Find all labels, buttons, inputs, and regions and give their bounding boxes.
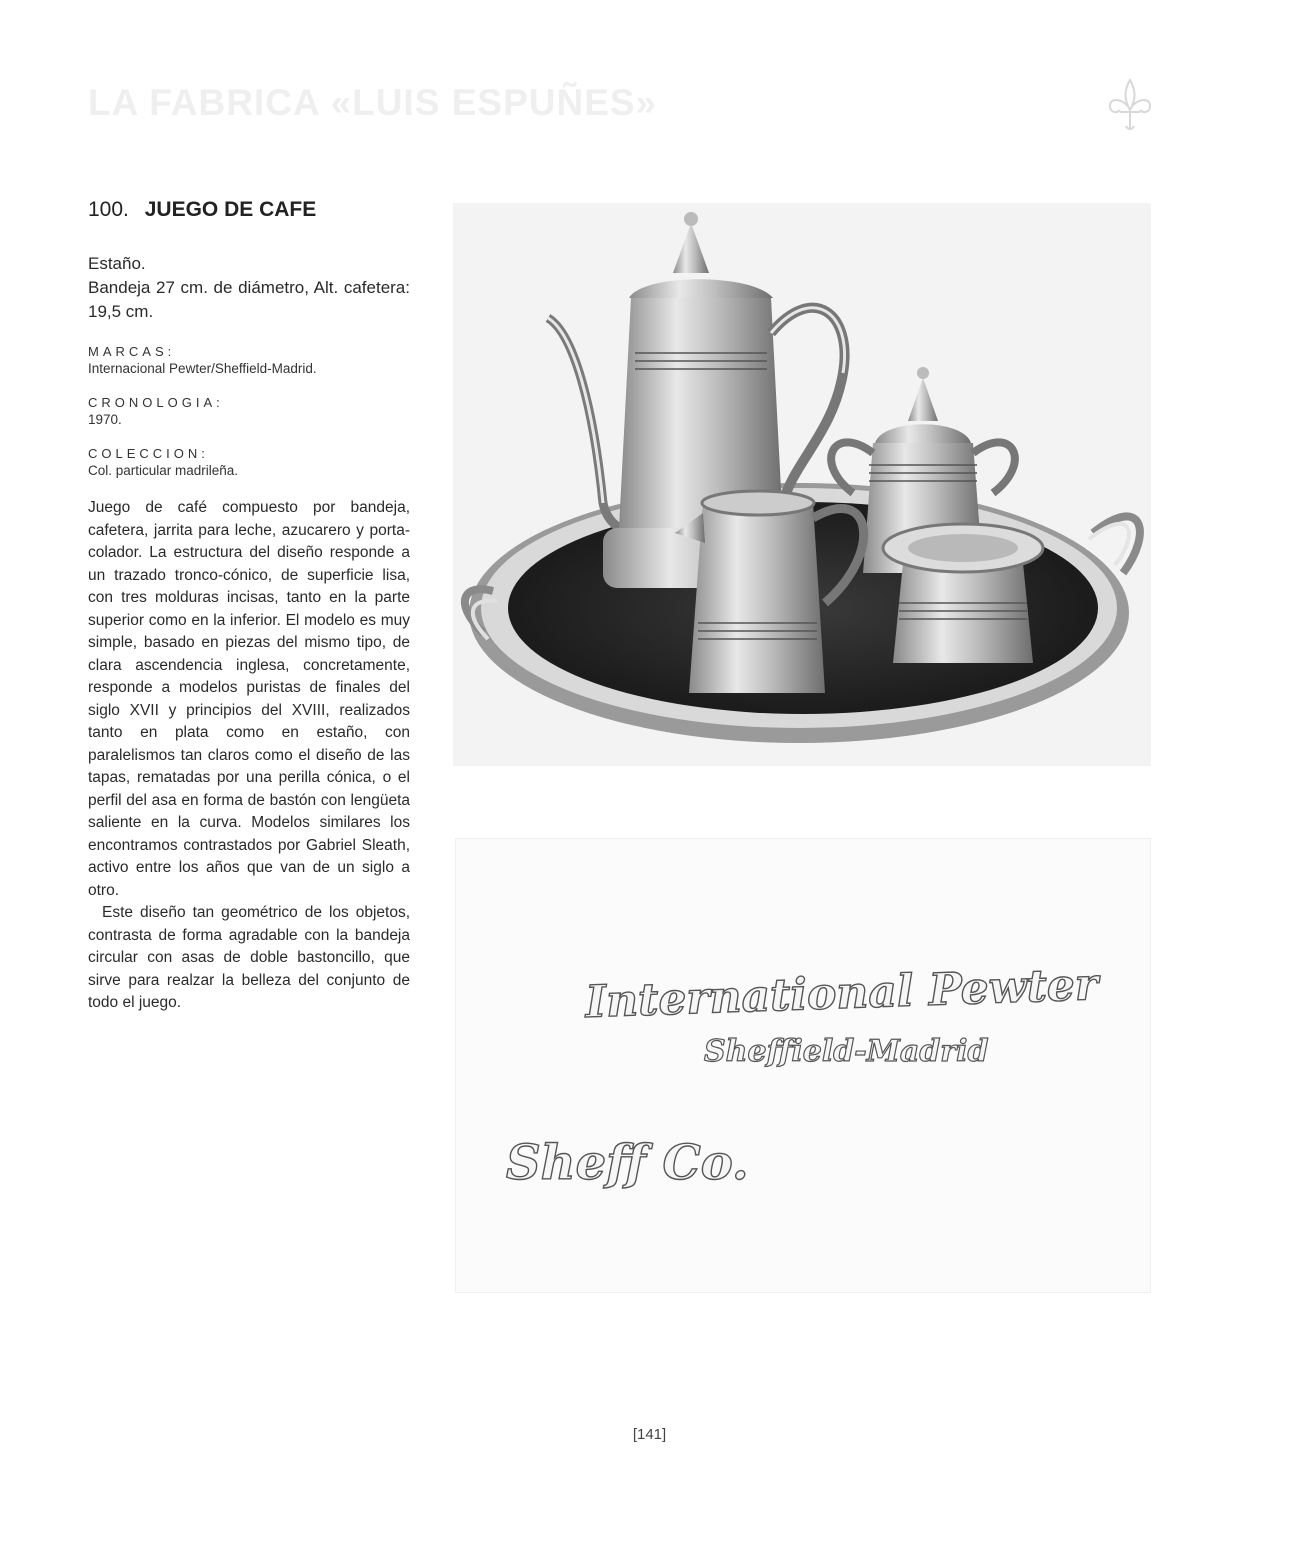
cronologia-section	[88, 395, 410, 428]
catalog-entry	[88, 198, 410, 1015]
dimensions-line: Bandeja 27 cm. de diámetro, Alt. cafetera: 19,5 cm.	[88, 278, 410, 321]
hallmarks-photo	[455, 838, 1151, 1293]
hallmark-text-line1: International Pewter	[584, 959, 1099, 1028]
description-paragraph: Este diseño tan geométrico de los objetos, contrasta de forma agradable con la bandeja circular con asas de doble bastoncillo, que sirve para realzar la belleza del conjunto de todo el juego.	[88, 904, 410, 1011]
coffee-set-photo	[453, 203, 1151, 766]
hallmarks-illustration	[456, 839, 1152, 1294]
hallmark-monogram: Sheff Co.	[506, 1135, 749, 1191]
running-header: LA FABRICA «LUIS ESPUÑES»	[88, 82, 658, 123]
coleccion-value: Col. particular madrileña.	[88, 463, 239, 478]
material-line: Estaño.	[88, 254, 146, 273]
coleccion-section	[88, 446, 410, 479]
strainer-stand	[883, 524, 1043, 663]
marcas-section	[88, 344, 410, 377]
entry-number: 100.	[88, 198, 129, 221]
hallmark-text-line2: Sheffield-Madrid	[704, 1034, 989, 1069]
page-number: [141]	[632, 1426, 667, 1443]
entry-name: JUEGO DE CAFE	[144, 198, 317, 221]
cronologia-label: CRONOLOGIA:	[88, 395, 224, 410]
cronologia-value: 1970.	[88, 412, 122, 427]
coleccion-label: COLECCION:	[88, 446, 209, 461]
coffee-set-illustration	[453, 203, 1151, 766]
material-block	[88, 252, 410, 324]
description-paragraph: Juego de café compuesto por bandeja, cafetera, jarrita para leche, azucarero y porta-colador. La estructura del diseño responde a un trazado tronco-cónico, de superficie lisa, con tres molduras incisas, tanto en la parte superior como en la inferior. El modelo es muy simple, basado en piezas del mismo tipo, de clara ascendencia inglesa, concretamente, responde a modelos puristas de finales del siglo XVII y principios del XVIII, realizados tanto en plata como en estaño, con paralelismos tan claros como el diseño de las tapas, rematadas por una perilla cónica, o el perfil del asa en forma de bastón con lengüeta saliente en la curva. Modelos similares los encontramos contrastados por Gabriel Sleath, activo entre los años que van de un siglo a otro.	[88, 499, 410, 899]
fleur-de-lis-icon	[1106, 76, 1154, 136]
marcas-label: MARCAS:	[88, 344, 176, 359]
marcas-value: Internacional Pewter/Sheffield-Madrid.	[88, 361, 317, 376]
entry-title	[88, 198, 410, 222]
